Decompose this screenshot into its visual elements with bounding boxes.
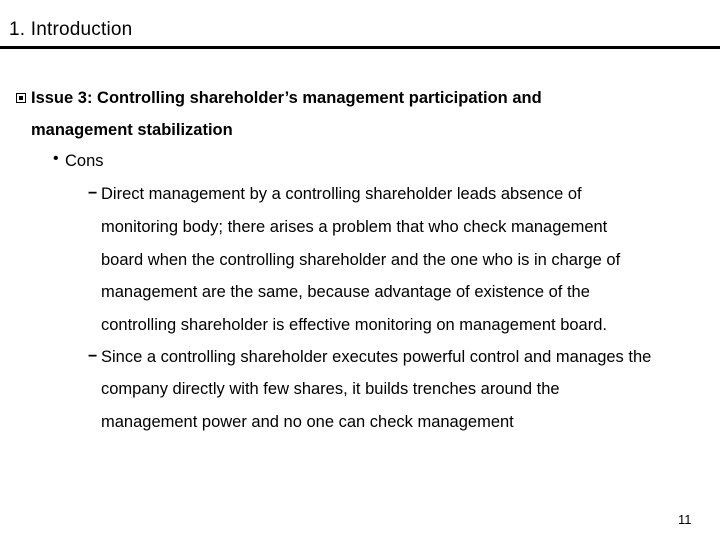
square-bullet-icon xyxy=(16,93,26,103)
bullet-label: Cons xyxy=(65,152,104,170)
issue-heading-line-2: management stabilization xyxy=(31,121,233,139)
point-1-line-4: management are the same, because advantage of existence of the xyxy=(101,283,590,301)
point-2-line-3: management power and no one can check management xyxy=(101,413,514,431)
point-1-line-2: monitoring body; there arises a problem that who check management xyxy=(101,218,608,236)
issue-heading-line-1: Issue 3: Controlling shareholder’s management participation and xyxy=(31,89,542,107)
point-2-line-1: Since a controlling shareholder executes powerful control and manages the xyxy=(101,348,652,366)
title-divider xyxy=(0,46,720,49)
dash-marker: − xyxy=(88,348,98,365)
point-1-line-1: Direct management by a controlling shareholder leads absence of xyxy=(101,185,582,203)
slide-title: 1. Introduction xyxy=(9,19,133,40)
dash-marker: − xyxy=(88,185,98,202)
point-1-line-5: controlling shareholder is effective monitoring on management board. xyxy=(101,316,607,334)
point-2-line-2: company directly with few shares, it builds trenches around the xyxy=(101,380,560,398)
bullet-dot-icon: • xyxy=(53,150,59,167)
point-1-line-3: board when the controlling shareholder and the one who is in charge of xyxy=(101,251,621,269)
page-number: 11 xyxy=(678,512,692,527)
